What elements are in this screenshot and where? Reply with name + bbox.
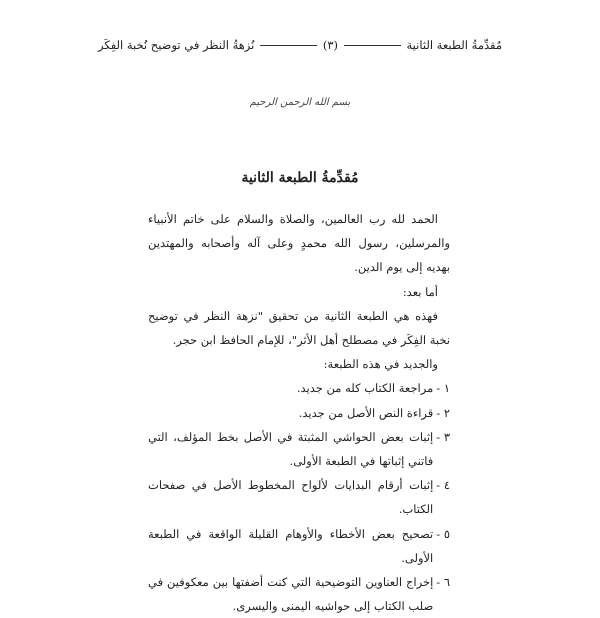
list-item-number: ٦ - — [436, 575, 450, 590]
header-book-title: نُزهةُ النظر في توضيح نُخبة الفِكَر — [98, 38, 255, 52]
page-title: مُقدِّمةُ الطبعة الثانية — [241, 170, 359, 186]
list-item-text: قراءة النص الأصل من جديد. — [298, 405, 434, 420]
paragraph-edition: فهذه هي الطبعة الثانية من تحقيق "نزهة النظر في توضيح نخبة الفِكَر في مصطلح أهل الأثر"، للإمام الحافظ ابن حجر. — [148, 308, 450, 348]
list-item-number: ٥ - — [436, 526, 450, 541]
paragraph-new-items-intro: والجديد في هذه الطبعة: — [323, 357, 438, 372]
list-item-text: إثبات أرقام البدايات لألواح المخطوط الأصل في صفحات الكتاب. — [148, 478, 434, 517]
list-item — [148, 522, 450, 570]
header-rule-left — [260, 45, 316, 46]
basmala: بسم الله الرحمن الرحيم — [249, 97, 351, 108]
list-item — [148, 473, 450, 521]
list-item — [148, 376, 450, 400]
header-section-title: مُقدِّمةُ الطبعة الثانية — [406, 38, 502, 52]
list-item-text: إثبات بعض الحواشي المثبتة في الأصل بخط المؤلف، التي فاتني إثباتها في الطبعة الأولى. — [148, 429, 434, 469]
list-item-number: ٤ - — [436, 478, 450, 493]
list-item-number: ١ - — [436, 381, 450, 396]
list-item — [148, 570, 450, 618]
list-item-text: تصحيح بعض الأخطاء والأوهام القليلة الواقعة في الطبعة الأولى. — [148, 526, 434, 565]
running-header — [98, 38, 502, 52]
header-rule-right — [344, 45, 400, 46]
list-item-text: إخراج العناوين التوضيحية التي كنت أضفتها بين معكوفين في صلب الكتاب إلى حواشيه اليمنى واليسرى. — [148, 575, 434, 614]
page-number: (٣) — [322, 38, 339, 52]
list-item — [148, 425, 450, 473]
list-item-number: ٢ - — [436, 405, 450, 420]
paragraph-opening: الحمد لله رب العالمين، والصلاة والسلام على خاتم الأنبياء والمرسلين، رسول الله محمدٍ وعلى آله وأصحابه والمهتدين بهديه إلى يوم الدين. — [148, 212, 450, 275]
list-item-text: مراجعة الكتاب كله من جديد. — [296, 381, 434, 396]
list-item-number: ٣ - — [436, 429, 450, 444]
body-text — [148, 207, 450, 618]
list-item — [148, 401, 450, 425]
paragraph-amma-baad: أما بعد: — [402, 284, 438, 299]
